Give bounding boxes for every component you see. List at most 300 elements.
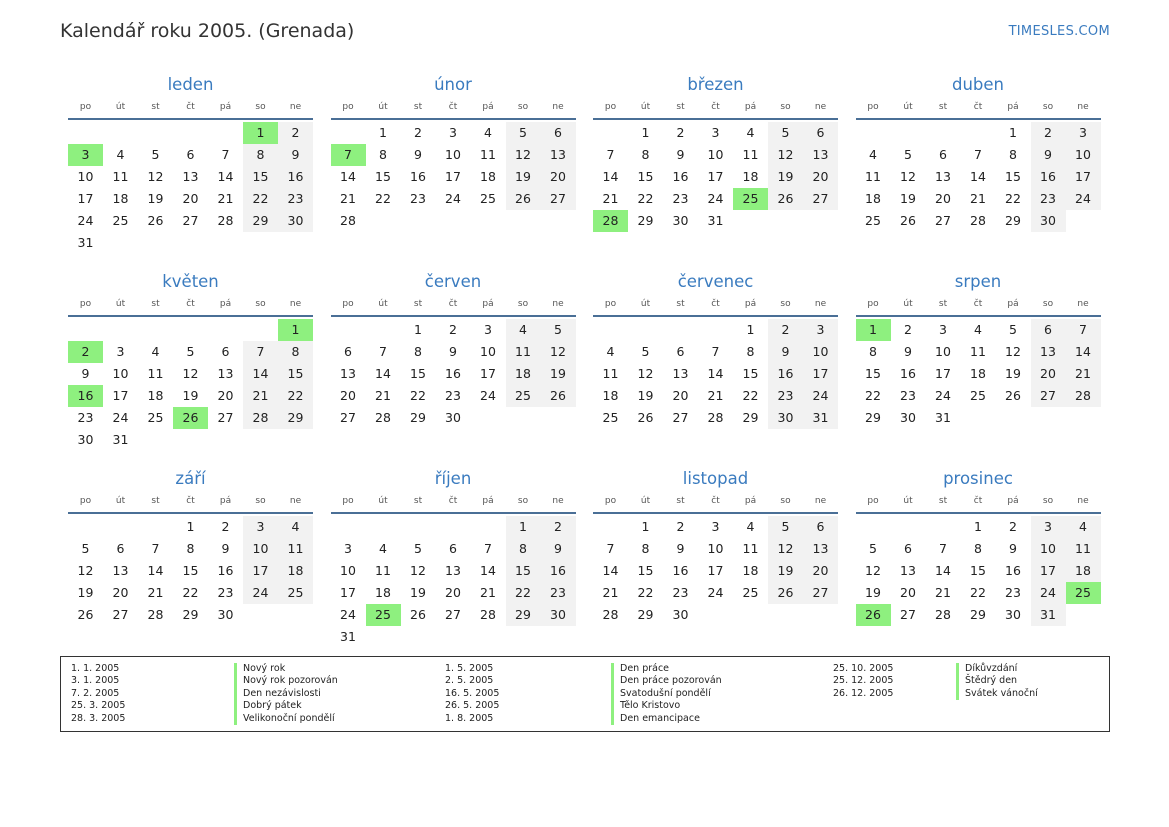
day-cell: 16 [541,560,576,582]
day-cell: 11 [147,366,164,381]
weekday-label: st [676,102,685,112]
month-name: prosinec [943,469,1013,488]
day-cell: 8 [746,344,755,359]
day-cell: 16 [217,563,234,578]
day-cell: 7 [484,541,492,556]
day-cell: 1 [641,519,650,534]
day-cell: 11 [480,147,496,162]
day-cell: 16 [900,366,916,381]
day-cell: 5 [869,541,877,556]
day-cell: 16 [672,169,689,184]
weekday-label: út [640,102,651,112]
day-cell: 3 [1031,516,1066,538]
weekday-label: út [378,102,388,112]
legend-names-col-2 [611,663,722,725]
day-cell: 14 [243,363,278,385]
weekday-label: ne [289,496,302,506]
weekday-label: pá [482,299,494,309]
weekday-label: po [342,102,354,112]
day-cell: 19 [77,585,94,600]
day-cell: 6 [803,122,838,144]
holiday-day-cell: 7 [331,144,366,166]
weekday-label: st [938,299,948,309]
empty-cell [698,319,733,341]
legend-holiday-name: Díkůvzdání [956,663,1038,675]
weekday-label: út [115,496,126,506]
day-cell: 25 [112,213,129,228]
legend-holiday-name: Den práce pozorován [611,675,722,687]
legend-names-col-3 [956,663,1038,700]
weekday-header [68,100,313,120]
weekday-header [331,100,576,120]
weekday-label: ne [552,496,564,506]
weekday-label: čt [186,299,195,309]
legend-date: 7. 2. 2005 [71,687,120,699]
weekday-label: pá [482,496,494,506]
day-cell: 27 [112,607,129,622]
weekday-header [856,297,1101,317]
day-cell: 12 [900,169,916,184]
weekday-label: čt [711,299,720,309]
day-cell: 22 [1005,191,1021,206]
day-cell: 3 [116,344,125,359]
day-cell: 13 [935,169,951,184]
days-grid [856,319,1101,429]
day-cell: 30 [768,407,803,429]
weekday-header [856,100,1101,120]
month-srpen [856,269,1101,466]
empty-cell [138,122,173,144]
days-grid [331,319,576,429]
empty-cell [103,516,138,538]
day-cell: 18 [147,388,164,403]
day-cell: 14 [217,169,234,184]
day-cell: 30 [541,604,576,626]
day-cell: 9 [1031,144,1066,166]
day-cell: 23 [900,388,916,403]
weekday-label: so [255,496,266,506]
day-cell: 8 [641,147,650,162]
day-cell: 1 [746,322,755,337]
day-cell: 28 [1066,385,1101,407]
day-cell: 16 [768,363,803,385]
weekday-label: út [903,102,913,112]
days-grid [856,122,1101,232]
day-cell: 28 [147,607,164,622]
legend-names-col-1 [234,663,338,725]
weekday-label: út [378,299,388,309]
day-cell: 19 [182,388,199,403]
weekday-label: so [517,496,529,506]
weekday-label: po [604,102,617,112]
day-cell: 11 [1066,538,1101,560]
day-cell: 31 [1031,604,1066,626]
empty-cell [593,319,628,341]
weekday-label: so [780,299,791,309]
day-cell: 19 [900,191,916,206]
empty-cell [208,122,243,144]
empty-cell [593,122,628,144]
day-cell: 6 [1031,319,1066,341]
day-cell: 23 [768,385,803,407]
legend-date: 25. 3. 2005 [71,700,126,712]
day-cell: 29 [865,410,881,425]
weekday-label: po [867,496,879,506]
day-cell: 8 [243,144,278,166]
legend-date: 2. 5. 2005 [445,675,494,687]
day-cell: 25 [602,410,619,425]
day-cell: 6 [186,147,195,162]
weekday-header [331,297,576,317]
day-cell: 5 [904,147,912,162]
day-cell: 4 [151,344,160,359]
day-cell: 18 [970,366,986,381]
days-grid [331,516,576,648]
weekday-label: pá [744,299,757,309]
holiday-day-cell: 2 [68,341,103,363]
weekday-label: po [79,299,92,309]
day-cell: 3 [711,125,720,140]
day-cell: 14 [1066,341,1101,363]
day-cell: 10 [1031,538,1066,560]
weekday-label: ne [289,102,302,112]
day-cell: 9 [1009,541,1017,556]
weekday-label: po [604,496,617,506]
holiday-day-cell: 3 [68,144,103,166]
day-cell: 4 [746,519,755,534]
month-name: leden [167,75,214,94]
legend-holiday-name: Velikonoční pondělí [234,713,338,725]
day-cell: 8 [379,147,387,162]
empty-cell [173,122,208,144]
day-cell: 14 [375,366,391,381]
day-cell: 3 [344,541,352,556]
empty-cell [331,516,366,538]
empty-cell [68,319,103,341]
day-cell: 7 [221,147,230,162]
legend-holiday-name: Svatodušní pondělí [611,688,722,700]
weekday-label: so [517,299,529,309]
day-cell: 5 [768,122,803,144]
day-cell: 3 [939,322,947,337]
weekday-label: po [342,496,354,506]
month-name: září [175,469,206,488]
day-cell: 27 [340,410,356,425]
day-cell: 5 [186,344,195,359]
empty-cell [891,516,926,538]
legend-dates-col-2 [445,663,499,725]
day-cell: 20 [803,166,838,188]
day-cell: 1 [1009,125,1017,140]
day-cell: 13 [217,366,234,381]
day-cell: 12 [637,366,654,381]
month-červenec [593,269,838,466]
day-cell: 2 [676,125,685,140]
day-cell: 27 [935,213,951,228]
empty-cell [926,122,961,144]
weekday-label: út [115,299,126,309]
month-name: duben [951,75,1004,94]
day-cell: 15 [637,563,654,578]
day-cell: 12 [77,563,94,578]
day-cell: 11 [742,147,759,162]
empty-cell [366,516,401,538]
weekday-label: st [676,496,685,506]
day-cell: 16 [410,169,426,184]
weekday-label: st [938,496,948,506]
day-cell: 15 [1005,169,1021,184]
day-cell: 2 [904,322,912,337]
day-cell: 12 [1005,344,1021,359]
weekday-label: čt [711,102,720,112]
day-cell: 23 [541,582,576,604]
day-cell: 26 [637,410,654,425]
day-cell: 9 [541,538,576,560]
day-cell: 4 [746,125,755,140]
day-cell: 28 [602,607,619,622]
weekday-label: čt [448,496,458,506]
weekday-label: pá [219,496,232,506]
day-cell: 4 [869,147,877,162]
empty-cell [173,319,208,341]
empty-cell [471,516,506,538]
legend-date: 26. 12. 2005 [833,687,894,699]
day-cell: 29 [278,407,313,429]
days-grid [68,319,313,451]
day-cell: 14 [602,563,619,578]
weekday-header [593,494,838,514]
weekday-label: pá [1007,102,1019,112]
day-cell: 3 [243,516,278,538]
month-únor [331,72,576,269]
month-name: červen [424,272,482,291]
day-cell: 27 [541,188,576,210]
day-cell: 30 [672,213,689,228]
weekday-label: so [1042,102,1054,112]
weekday-label: út [903,299,913,309]
day-cell: 29 [410,410,426,425]
day-cell: 11 [865,169,881,184]
legend-holiday-name: Štědrý den [956,675,1038,687]
day-cell: 16 [672,563,689,578]
day-cell: 18 [112,191,129,206]
day-cell: 10 [803,341,838,363]
empty-cell [103,319,138,341]
day-cell: 8 [641,541,650,556]
day-cell: 21 [935,585,951,600]
day-cell: 1 [974,519,982,534]
day-cell: 29 [742,410,759,425]
day-cell: 13 [445,563,461,578]
day-cell: 25 [480,191,496,206]
month-name: srpen [954,272,1002,291]
day-cell: 27 [672,410,689,425]
legend-dates-col-3 [833,663,893,700]
day-cell: 2 [1009,519,1017,534]
day-cell: 17 [707,563,724,578]
day-cell: 10 [480,344,496,359]
day-cell: 11 [742,541,759,556]
day-cell: 17 [935,366,951,381]
month-listopad [593,466,838,663]
day-cell: 24 [707,191,724,206]
weekday-label: ne [1077,102,1089,112]
weekday-label: ne [289,299,302,309]
weekday-label: pá [1007,299,1019,309]
legend-holiday-name: Den nezávislosti [234,688,338,700]
day-cell: 18 [865,191,881,206]
day-cell: 6 [221,344,230,359]
day-cell: 25 [742,585,759,600]
day-cell: 29 [637,607,654,622]
weekday-label: út [115,102,126,112]
day-cell: 24 [1066,188,1101,210]
day-cell: 13 [182,169,199,184]
day-cell: 2 [278,122,313,144]
day-cell: 11 [506,341,541,363]
day-cell: 30 [278,210,313,232]
day-cell: 6 [676,344,685,359]
legend-holiday-name: Nový rok [234,663,338,675]
day-cell: 30 [1031,210,1066,232]
month-name: únor [434,75,472,94]
holiday-day-cell: 26 [173,407,208,429]
day-cell: 14 [340,169,356,184]
day-cell: 15 [410,366,426,381]
day-cell: 13 [672,366,689,381]
day-cell: 7 [939,541,947,556]
day-cell: 12 [865,563,881,578]
day-cell: 22 [865,388,881,403]
day-cell: 25 [970,388,986,403]
day-cell: 15 [742,366,759,381]
day-cell: 17 [77,191,94,206]
empty-cell [366,319,401,341]
legend-holiday-name: Den emancipace [611,713,722,725]
day-cell: 19 [147,191,164,206]
weekday-label: ne [1077,299,1089,309]
empty-cell [856,516,891,538]
day-cell: 26 [147,213,164,228]
weekday-label: so [517,102,529,112]
day-cell: 17 [803,363,838,385]
day-cell: 2 [541,516,576,538]
day-cell: 17 [707,169,724,184]
day-cell: 22 [742,388,759,403]
weekday-label: út [378,496,388,506]
weekday-label: ne [814,102,827,112]
brand-logo-text[interactable]: TIMESLES.COM [1008,24,1110,39]
day-cell: 28 [243,407,278,429]
day-cell: 26 [410,607,426,622]
empty-cell [593,516,628,538]
day-cell: 15 [637,169,654,184]
day-cell: 27 [182,213,199,228]
weekday-label: po [867,102,879,112]
day-cell: 12 [147,169,164,184]
day-cell: 29 [970,607,986,622]
month-říjen [331,466,576,663]
day-cell: 21 [970,191,986,206]
day-cell: 29 [506,604,541,626]
weekday-header [593,100,838,120]
day-cell: 18 [506,363,541,385]
weekday-label: pá [219,102,232,112]
holiday-day-cell: 28 [593,210,628,232]
day-cell: 12 [410,563,426,578]
day-cell: 20 [340,388,356,403]
day-cell: 27 [900,607,916,622]
day-cell: 4 [506,319,541,341]
legend-date: 1. 1. 2005 [71,663,120,674]
day-cell: 27 [445,607,461,622]
day-cell: 21 [217,191,234,206]
day-cell: 19 [1005,366,1021,381]
day-cell: 22 [182,585,199,600]
day-cell: 6 [541,122,576,144]
day-cell: 29 [637,213,654,228]
weekday-label: čt [186,102,195,112]
legend-dates-col-1 [71,663,125,725]
day-cell: 24 [935,388,951,403]
day-cell: 11 [602,366,619,381]
day-cell: 23 [672,585,689,600]
weekday-label: st [413,299,423,309]
weekday-label: pá [482,102,494,112]
empty-cell [138,319,173,341]
holiday-day-cell: 25 [366,604,401,626]
weekday-label: po [79,496,92,506]
day-cell: 17 [1066,166,1101,188]
empty-cell [891,122,926,144]
weekday-label: čt [973,102,983,112]
day-cell: 21 [480,585,496,600]
day-cell: 24 [445,191,461,206]
day-cell: 31 [112,432,129,447]
day-cell: 18 [742,169,759,184]
day-cell: 7 [606,541,615,556]
weekday-label: út [640,496,651,506]
day-cell: 14 [147,563,164,578]
weekday-header [856,494,1101,514]
day-cell: 28 [707,410,724,425]
day-cell: 5 [1009,322,1017,337]
day-cell: 9 [221,541,230,556]
day-cell: 30 [217,607,234,622]
empty-cell [243,319,278,341]
legend-date: 1. 8. 2005 [445,712,494,724]
day-cell: 9 [768,341,803,363]
day-cell: 17 [480,366,496,381]
day-cell: 13 [803,144,838,166]
day-cell: 29 [1005,213,1021,228]
day-cell: 26 [506,188,541,210]
day-cell: 18 [480,169,496,184]
day-cell: 20 [672,388,689,403]
day-cell: 18 [278,560,313,582]
day-cell: 11 [112,169,129,184]
day-cell: 7 [1066,319,1101,341]
month-name: březen [687,75,744,94]
holiday-day-cell: 1 [856,319,891,341]
day-cell: 8 [974,541,982,556]
month-name: listopad [682,469,749,488]
day-cell: 7 [151,541,160,556]
day-cell: 26 [1005,388,1021,403]
day-cell: 30 [77,432,94,447]
legend-date: 28. 3. 2005 [71,712,126,724]
weekday-label: so [780,496,791,506]
